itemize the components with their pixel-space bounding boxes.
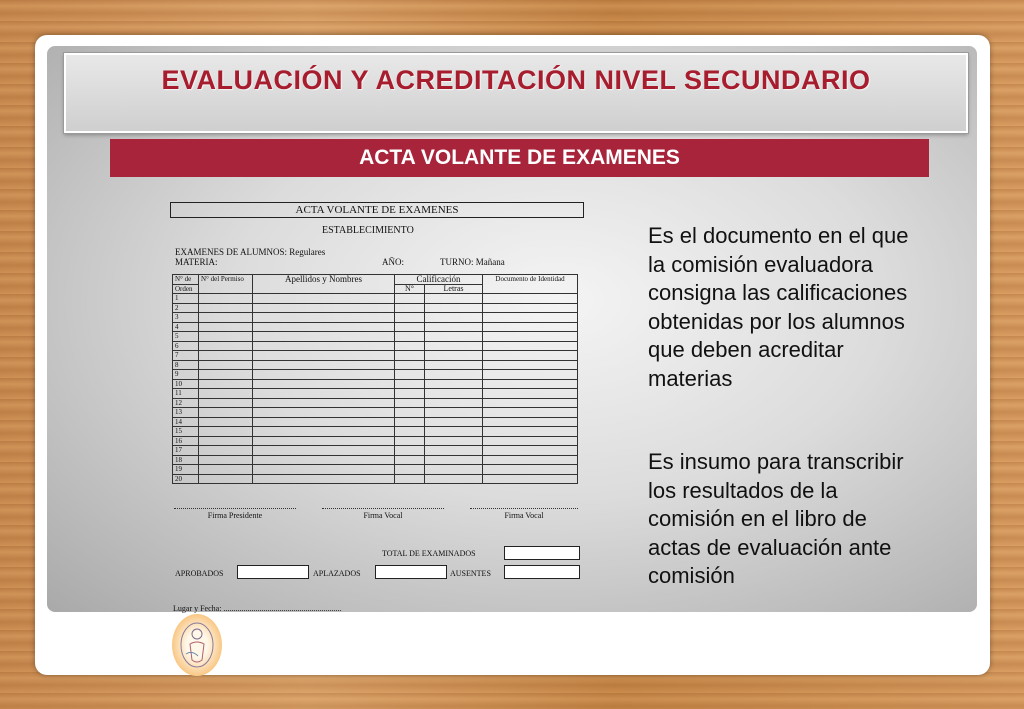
table-row — [173, 436, 578, 446]
table-cell — [199, 370, 253, 380]
description-line: obtenidas por los alumnos — [648, 308, 905, 334]
title-box — [64, 53, 968, 133]
table-cell — [395, 474, 425, 484]
slide-title: EVALUACIÓN Y ACREDITACIÓN NIVEL SECUNDARIO — [161, 65, 871, 95]
col-apellidos: Apellidos y Nombres — [253, 275, 395, 294]
ausentes-box — [504, 565, 580, 579]
ausentes-label: AUSENTES — [450, 569, 491, 578]
table-cell — [483, 379, 578, 389]
table-row — [173, 351, 578, 361]
table-row — [173, 398, 578, 408]
table-cell — [483, 332, 578, 342]
table-cell — [395, 360, 425, 370]
row-number: 8 — [173, 360, 199, 370]
table-cell — [425, 417, 483, 427]
row-number: 13 — [173, 408, 199, 418]
table-cell — [253, 360, 395, 370]
col-orden-top: N° de — [173, 275, 199, 285]
col-numero: N° — [395, 284, 425, 294]
table-cell — [199, 322, 253, 332]
aplazados-box — [375, 565, 447, 579]
form-examenes: EXAMENES DE ALUMNOS: Regulares — [175, 247, 326, 257]
table-cell — [483, 313, 578, 323]
table-cell — [425, 408, 483, 418]
row-number: 2 — [173, 303, 199, 313]
table-cell — [483, 455, 578, 465]
description-line: la comisión evaluadora — [648, 251, 874, 277]
table-row — [173, 370, 578, 380]
table-cell — [395, 370, 425, 380]
table-row — [173, 455, 578, 465]
table-cell — [425, 303, 483, 313]
row-number: 20 — [173, 474, 199, 484]
table-cell — [425, 370, 483, 380]
row-number: 19 — [173, 465, 199, 475]
table-cell — [395, 408, 425, 418]
table-cell — [425, 360, 483, 370]
logo — [172, 614, 222, 676]
table-cell — [199, 360, 253, 370]
table-cell — [395, 341, 425, 351]
row-number: 16 — [173, 436, 199, 446]
table-cell — [425, 379, 483, 389]
signature-presidente: Firma Presidente — [174, 508, 296, 520]
table-row — [173, 446, 578, 456]
table-cell — [253, 341, 395, 351]
slide-subtitle: ACTA VOLANTE DE EXAMENES — [110, 139, 929, 177]
table-cell — [483, 436, 578, 446]
table-cell — [199, 313, 253, 323]
table-row — [173, 313, 578, 323]
table-cell — [395, 446, 425, 456]
table-cell — [199, 408, 253, 418]
total-label: TOTAL DE EXAMINADOS — [382, 549, 476, 558]
table-cell — [395, 322, 425, 332]
table-cell — [425, 322, 483, 332]
table-cell — [395, 455, 425, 465]
row-number: 18 — [173, 455, 199, 465]
table-cell — [483, 408, 578, 418]
table-cell — [253, 436, 395, 446]
table-cell — [395, 303, 425, 313]
total-box — [504, 546, 580, 560]
table-cell — [253, 332, 395, 342]
table-cell — [483, 351, 578, 361]
table-cell — [395, 332, 425, 342]
table-cell — [483, 465, 578, 475]
table-cell — [395, 436, 425, 446]
row-number: 10 — [173, 379, 199, 389]
table-cell — [395, 389, 425, 399]
table-row — [173, 408, 578, 418]
table-cell — [425, 436, 483, 446]
table-cell — [483, 294, 578, 304]
table-cell — [425, 332, 483, 342]
table-cell — [199, 436, 253, 446]
form-materia: MATERIA: — [175, 257, 218, 267]
table-cell — [199, 455, 253, 465]
table-cell — [395, 427, 425, 437]
table-cell — [483, 446, 578, 456]
row-number: 6 — [173, 341, 199, 351]
table-header-row — [173, 275, 578, 285]
form-turno: TURNO: Mañana — [440, 257, 505, 267]
form-header: ACTA VOLANTE DE EXAMENES — [170, 202, 584, 218]
table-cell — [425, 465, 483, 475]
table-cell — [253, 398, 395, 408]
row-number: 7 — [173, 351, 199, 361]
description-paragraph-1 — [648, 222, 909, 393]
row-number: 4 — [173, 322, 199, 332]
logo-figure-icon — [172, 614, 222, 676]
table-cell — [483, 398, 578, 408]
table-row — [173, 303, 578, 313]
table-cell — [395, 294, 425, 304]
table-cell — [199, 465, 253, 475]
table-cell — [253, 465, 395, 475]
row-number: 11 — [173, 389, 199, 399]
description-line: Es insumo para transcribir — [648, 449, 904, 474]
table-row — [173, 341, 578, 351]
signature-vocal-1: Firma Vocal — [322, 508, 444, 520]
table-row — [173, 389, 578, 399]
table-row — [173, 417, 578, 427]
table-row — [173, 322, 578, 332]
col-calificacion: Calificación — [395, 275, 483, 285]
table-cell — [395, 379, 425, 389]
table-cell — [483, 341, 578, 351]
table-row — [173, 427, 578, 437]
grades-table — [172, 274, 578, 484]
table-cell — [253, 313, 395, 323]
table-cell — [483, 303, 578, 313]
table-cell — [483, 427, 578, 437]
table-cell — [253, 322, 395, 332]
col-permiso: N° del Permiso — [199, 275, 253, 294]
table-cell — [395, 351, 425, 361]
table-cell — [395, 313, 425, 323]
table-row — [173, 379, 578, 389]
row-number: 15 — [173, 427, 199, 437]
table-cell — [199, 446, 253, 456]
description-line: que deben acreditar — [648, 337, 844, 362]
table-cell — [425, 446, 483, 456]
table-cell — [199, 294, 253, 304]
table-cell — [199, 351, 253, 361]
table-cell — [199, 303, 253, 313]
description-line: los resultados de la — [648, 477, 838, 503]
table-cell — [483, 417, 578, 427]
col-orden-bottom: Orden — [173, 284, 199, 294]
table-cell — [253, 408, 395, 418]
table-cell — [199, 427, 253, 437]
table-cell — [199, 332, 253, 342]
signature-vocal-2: Firma Vocal — [470, 508, 578, 520]
row-number: 5 — [173, 332, 199, 342]
description-line: comisión — [648, 563, 735, 588]
table-cell — [253, 370, 395, 380]
table-cell — [199, 474, 253, 484]
table-row — [173, 360, 578, 370]
table-cell — [253, 427, 395, 437]
table-cell — [253, 379, 395, 389]
table-cell — [425, 474, 483, 484]
table-cell — [199, 341, 253, 351]
table-cell — [425, 351, 483, 361]
aplazados-label: APLAZADOS — [313, 569, 361, 578]
table-row — [173, 294, 578, 304]
table-cell — [199, 417, 253, 427]
row-number: 9 — [173, 370, 199, 380]
row-number: 3 — [173, 313, 199, 323]
form-anio: AÑO: — [382, 257, 404, 267]
table-cell — [199, 379, 253, 389]
row-number: 14 — [173, 417, 199, 427]
table-cell — [199, 398, 253, 408]
aprobados-box — [237, 565, 309, 579]
table-row — [173, 332, 578, 342]
table-cell — [425, 389, 483, 399]
col-documento: Documento de Identidad — [483, 275, 578, 294]
table-cell — [253, 351, 395, 361]
lugar-fecha: Lugar y Fecha: ........................................................... — [173, 604, 342, 613]
row-number: 17 — [173, 446, 199, 456]
description-paragraph-2 — [648, 448, 904, 591]
table-row — [173, 465, 578, 475]
table-cell — [483, 474, 578, 484]
table-cell — [253, 294, 395, 304]
table-cell — [483, 322, 578, 332]
description-line: actas de evaluación ante — [648, 534, 892, 560]
table-cell — [425, 398, 483, 408]
table-cell — [483, 370, 578, 380]
description-line: Es el documento en el que — [648, 223, 909, 248]
table-cell — [425, 313, 483, 323]
table-cell — [395, 417, 425, 427]
description-line: materias — [648, 365, 733, 391]
table-cell — [395, 398, 425, 408]
description-line: comisión en el libro de — [648, 506, 867, 531]
form-establecimiento: ESTABLECIMIENTO — [322, 225, 414, 236]
table-cell — [425, 427, 483, 437]
table-cell — [483, 360, 578, 370]
table-cell — [199, 389, 253, 399]
table-cell — [253, 417, 395, 427]
description-line: consigna las calificaciones — [648, 280, 908, 305]
row-number: 12 — [173, 398, 199, 408]
exam-form — [168, 198, 588, 618]
table-cell — [425, 294, 483, 304]
row-number: 1 — [173, 294, 199, 304]
table-cell — [253, 303, 395, 313]
table-cell — [425, 455, 483, 465]
col-letras: Letras — [425, 284, 483, 294]
table-cell — [425, 341, 483, 351]
aprobados-label: APROBADOS — [175, 569, 224, 578]
table-cell — [253, 446, 395, 456]
table-cell — [253, 474, 395, 484]
table-cell — [395, 465, 425, 475]
table-cell — [253, 455, 395, 465]
table-row — [173, 474, 578, 484]
table-cell — [483, 389, 578, 399]
table-cell — [253, 389, 395, 399]
